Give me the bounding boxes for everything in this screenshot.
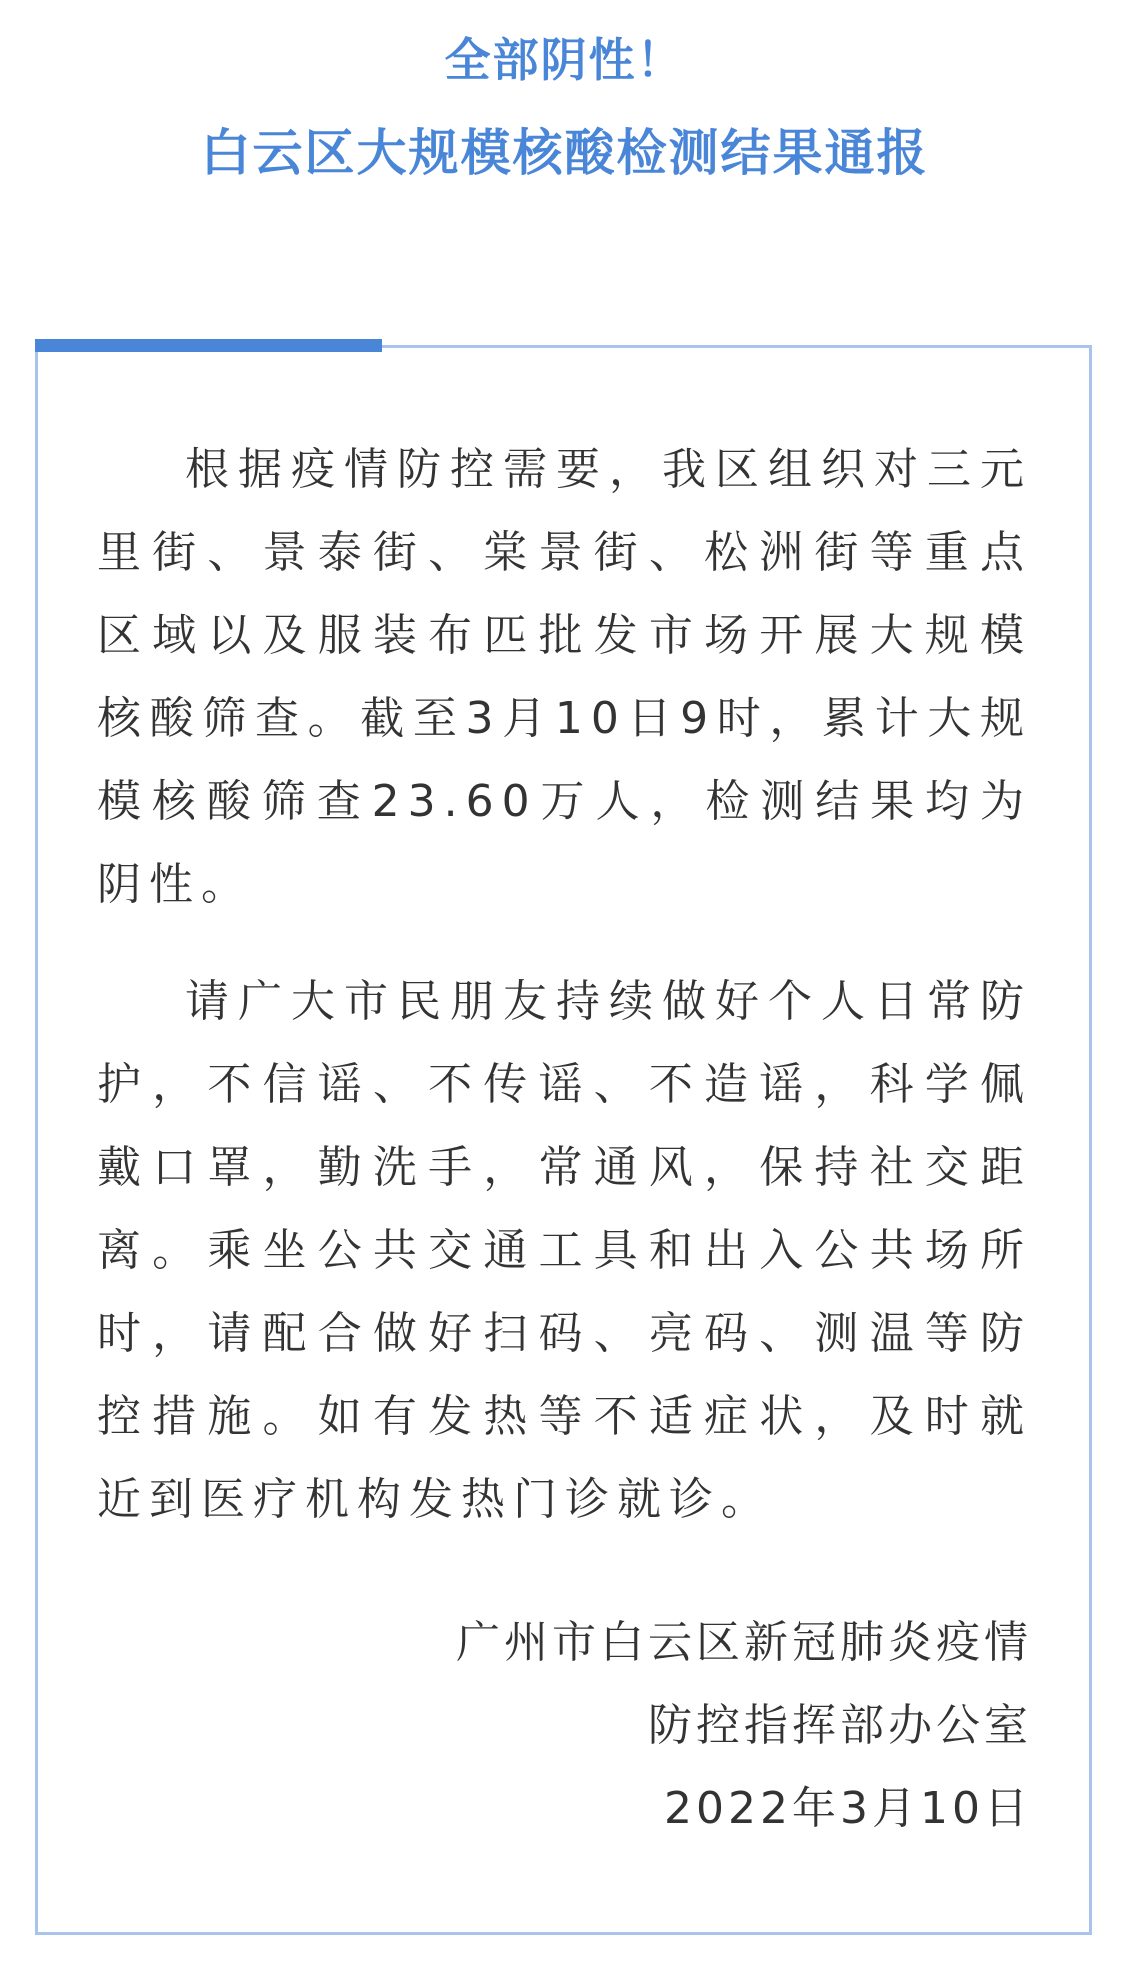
headline-title: 全部阴性！ (444, 33, 685, 87)
card-accent-bar (35, 339, 382, 352)
headline-subtitle: 白云区大规模核酸检测结果通报 (200, 124, 929, 182)
signature-org-line1: 广州市白云区新冠肺炎疫情 (456, 1617, 1032, 1668)
notice-paragraph-results: 根据疫情防控需要，我区组织对三元里街、景泰街、棠景街、松洲街等重点区域以及服装布匹批发市场开展大规模核酸筛查。截至3月10日9时，累计大规模核酸筛查23.60万人，检测结果均为阴性。 (97, 444, 1032, 910)
signature-date: 2022年3月10日 (664, 1783, 1032, 1834)
notice-paragraph-advice: 请广大市民朋友持续做好个人日常防护，不信谣、不传谣、不造谣，科学佩戴口罩，勤洗手，常通风，保持社交距离。乘坐公共交通工具和出入公共场所时，请配合做好扫码、亮码、测温等防控措施。如有发热等不适症状，及时就近到医疗机构发热门诊就诊。 (97, 976, 1032, 1525)
signature-org-line2: 防控指挥部办公室 (648, 1700, 1032, 1751)
